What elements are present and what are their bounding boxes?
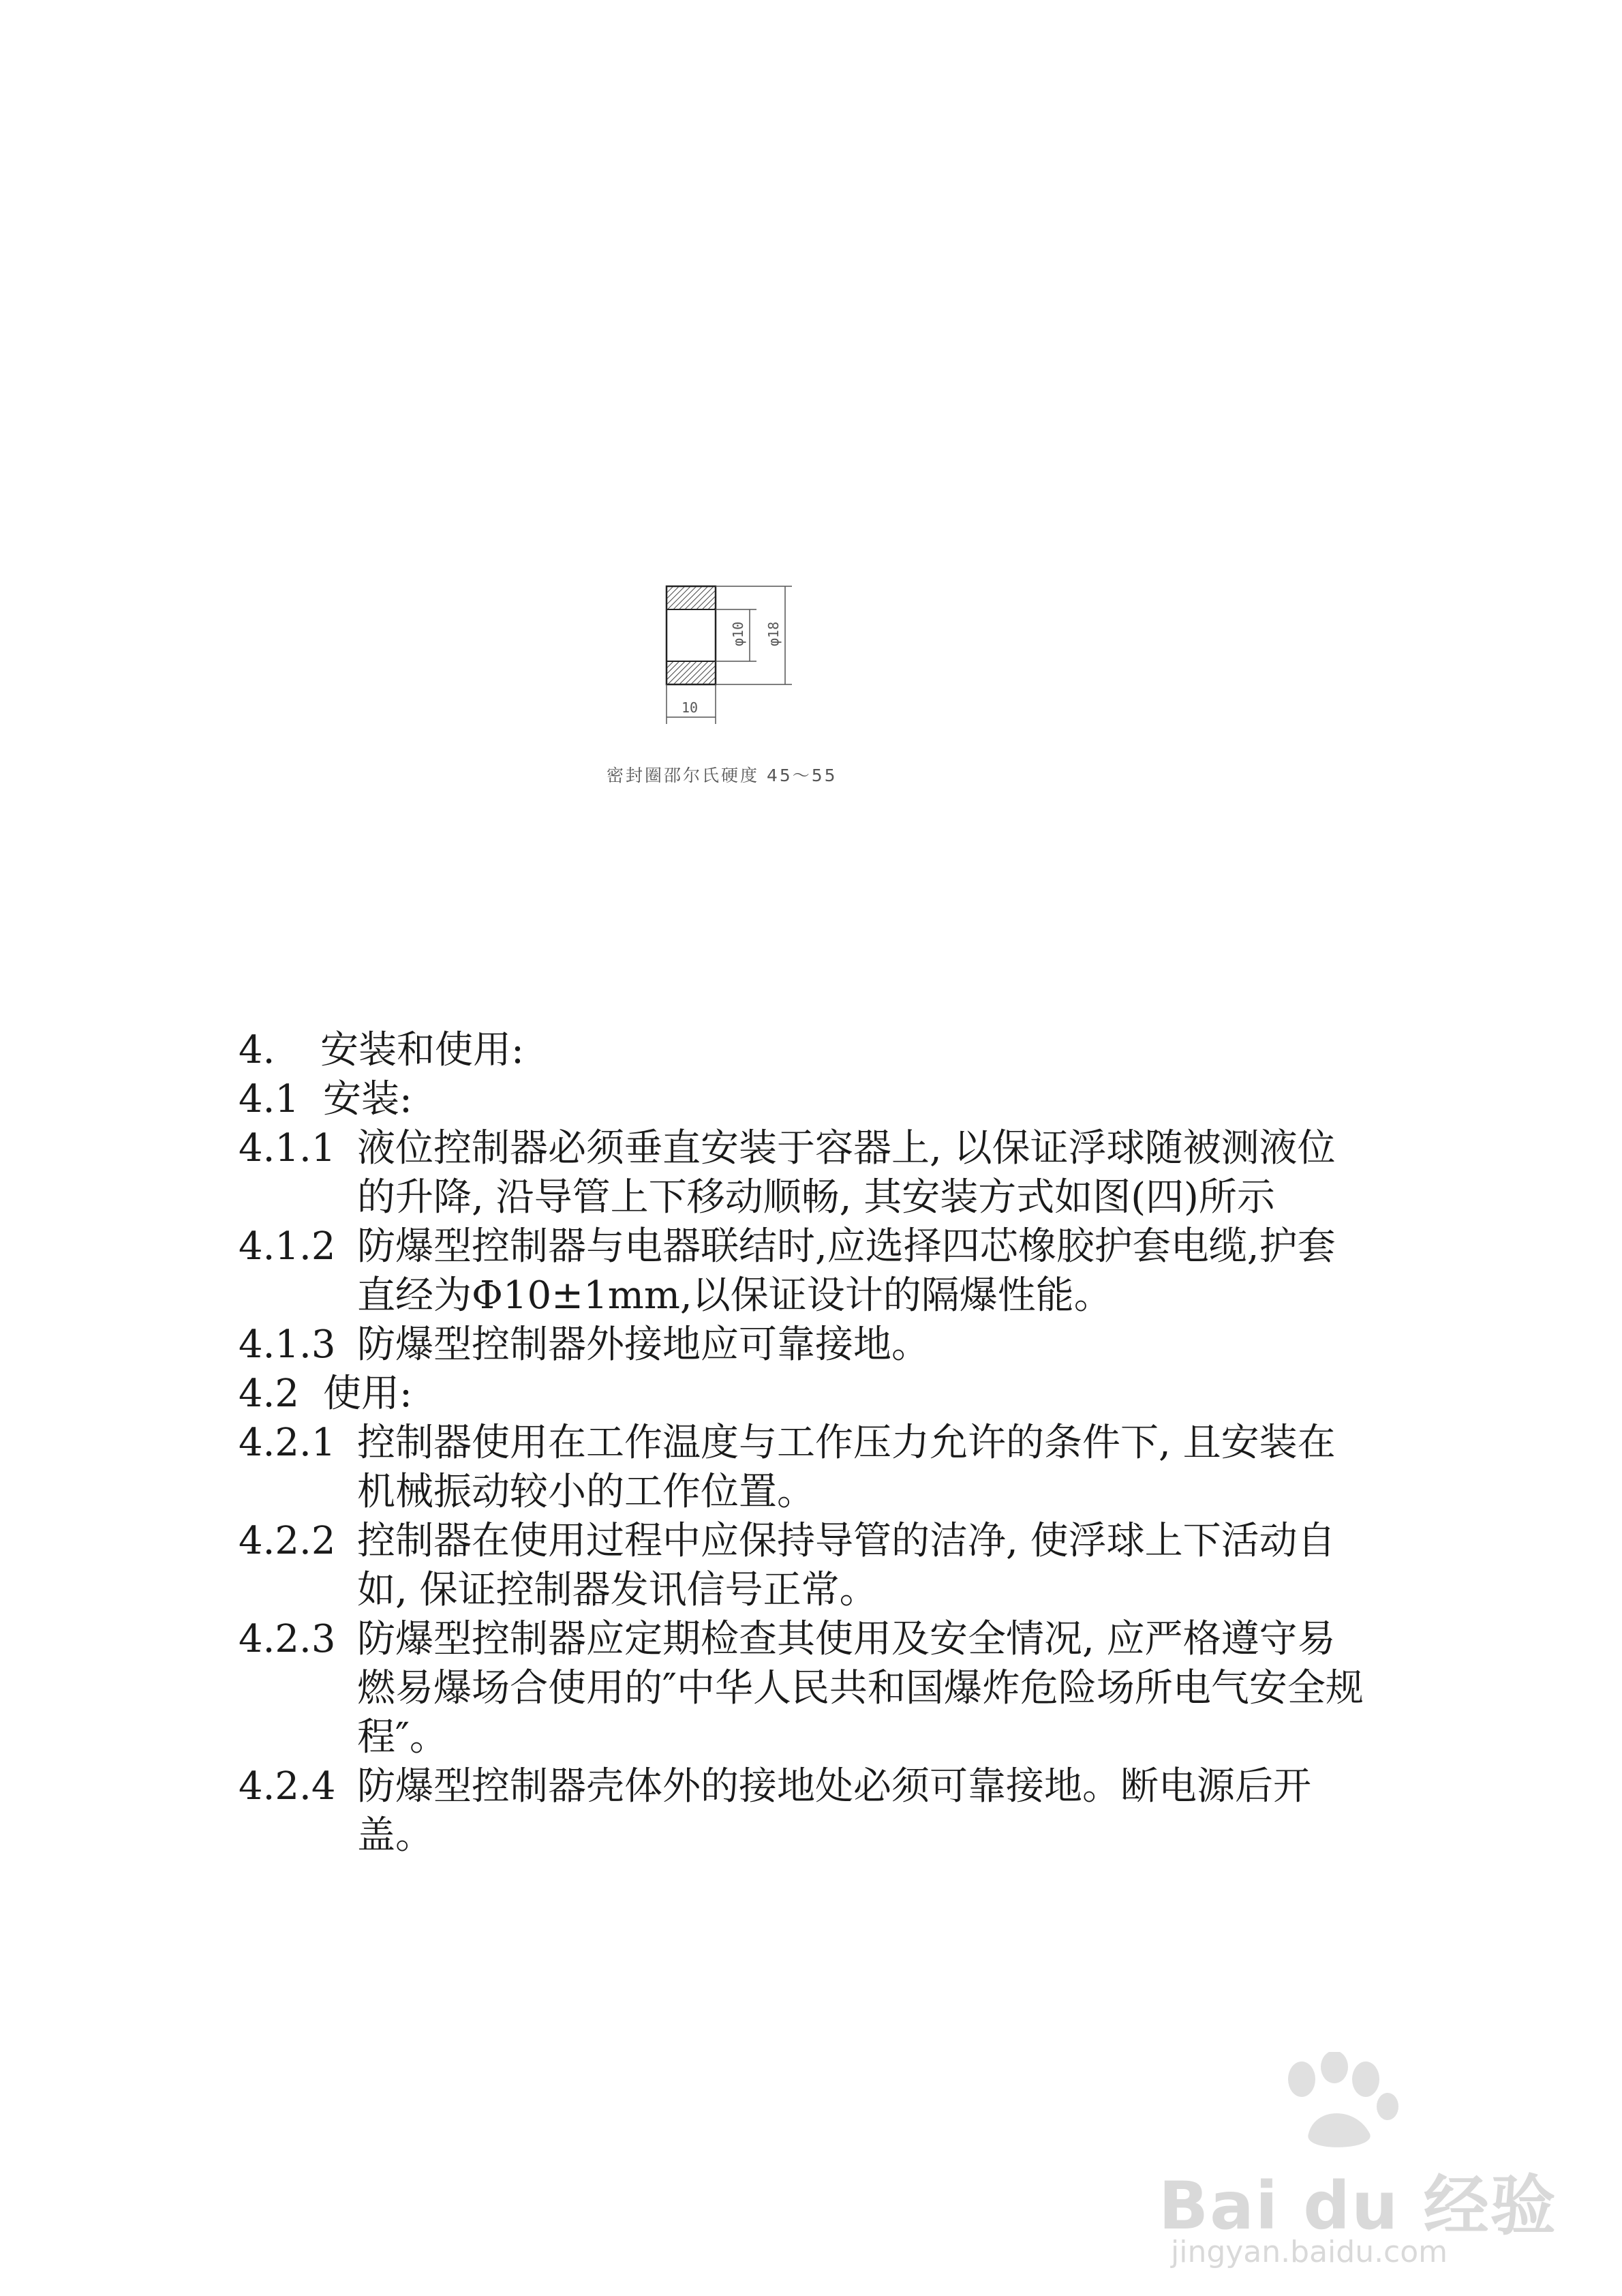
section-title: 安装和使用: [320,1028,524,1072]
item-number: 4.1.3 [239,1323,336,1367]
heading-4-1 [239,1075,1397,1124]
item-4-1-3 [239,1320,1397,1370]
item-text: 防爆型控制器与电器联结时,应选择四芯橡胶护套电缆,护套直经为Φ10±1mm,以保证设计的隔爆性能。 [357,1224,1336,1318]
item-text: 防爆型控制器壳体外的接地处必须可靠接地。断电源后开盖。 [357,1764,1311,1858]
section-number: 4.1 [239,1077,300,1121]
item-number: 4.1.1 [239,1126,336,1170]
item-4-1-1 [239,1124,1397,1222]
paw-logo-icon [1261,2052,1411,2154]
installation-section [239,1026,1397,1860]
heading-4 [239,1026,1397,1075]
item-4-2-3 [239,1615,1397,1762]
seal-ring-cross-section [613,559,845,736]
item-4-1-2 [239,1222,1397,1320]
section-title: 安装: [323,1077,412,1121]
item-text: 控制器使用在工作温度与工作压力允许的条件下, 且安装在机械振动较小的工作位置。 [357,1421,1336,1514]
item-number: 4.2.1 [239,1421,336,1465]
seal-ring-drawing [613,559,845,736]
dim-inner-label: φ10 [730,621,746,646]
item-number: 4.2.3 [239,1617,336,1661]
item-text: 防爆型控制器应定期检查其使用及安全情况, 应严格遵守易燃易爆场合使用的″中华人民共和国爆炸危险场所电气安全规程″。 [357,1617,1364,1759]
watermark-url: jingyan.baidu.com [1171,2235,1448,2269]
baidu-jingyan-watermark [1145,2052,1581,2270]
item-text: 液位控制器必须垂直安装于容器上, 以保证浮球随被测液位的升降, 沿导管上下移动顺畅, 其安装方式如图(四)所示 [357,1126,1336,1220]
section-number: 4.2 [239,1372,300,1416]
item-text: 控制器在使用过程中应保持导管的洁净, 使浮球上下活动自如, 保证控制器发讯信号正常。 [357,1519,1336,1612]
item-number: 4.2.2 [239,1519,336,1563]
item-4-2-1 [239,1419,1397,1517]
section-number: 4. [239,1028,275,1072]
item-number: 4.1.2 [239,1224,336,1269]
drawing-caption: 密封圈邵尔氏硬度 45～55 [607,766,838,785]
section-title: 使用: [323,1372,412,1416]
item-4-2-2 [239,1517,1397,1615]
heading-4-2 [239,1370,1397,1419]
dim-outer-label: φ18 [765,621,782,646]
item-text: 防爆型控制器外接地应可靠接地。 [357,1323,930,1367]
item-4-2-4 [239,1762,1397,1860]
watermark-brand: Bai du 经验 [1159,2168,1557,2244]
dim-length-label: 10 [682,699,699,716]
item-number: 4.2.4 [239,1764,336,1809]
